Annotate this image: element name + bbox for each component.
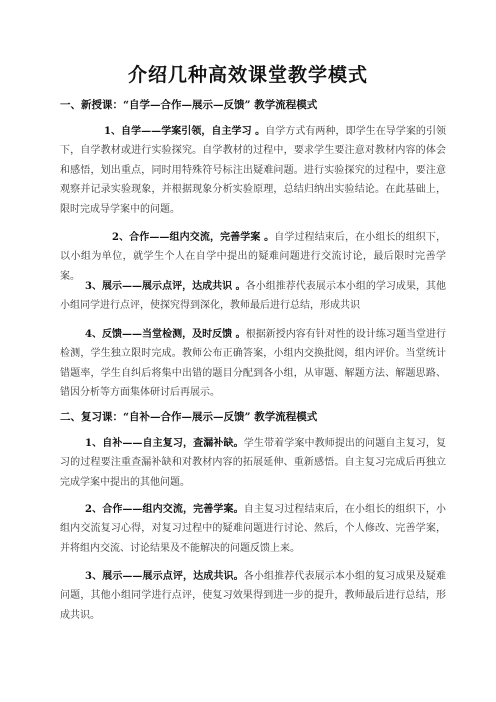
- page-title: 介绍几种高效课堂教学模式: [127, 64, 368, 86]
- section-2-item-1-text: 学生带着学案中教师提出的问题自主复习，复习的过程要注重查漏补缺和对教材内容的拓展延伸、重新感悟。自主复习完成后再独立完成学案中提出的其他问题。: [60, 438, 447, 488]
- section-2-item-3-lead: 3、展示——展示点评，达成共识。: [85, 571, 244, 582]
- section-1-item-1-lead: 1、自学——学案引领，自主学习 。: [104, 126, 266, 137]
- section-2-item-1: [60, 434, 446, 492]
- section-2-item-3-text: 各小组推荐代表展示本小组的复习成果及疑难问题，其他小组同学进行点评，使复习效果得到进一步的提升，教师最后进行总结，形成共识。: [60, 571, 447, 621]
- section-1-item-2-text: 自学过程结束后，在小组长的组织下，以小组为单位，就学生个人在自学中提出的疑难问题进行交流讨论，最后限时完善学案。: [60, 232, 446, 282]
- section-2-item-2-text: 自主复习过程结束后，在小组长的组织下，小组内交流复习心得，对复习过程中的疑难问题进行讨论、然后，个人修改、完善学案，并将组内交流、讨论结果及不能解决的问题反馈上来。: [60, 504, 447, 554]
- section-1-item-1-text: 自学方式有两种，即学生在导学案的引领下，自学教材或进行实验探究。自学教材的过程中，要求学生要注意对教材内容的体会和感悟，划出重点，同时用特殊符号标注出疑难问题。进行实验探究的过程中，要注意观察并记录实验现象，并根据现象分析实验原理，总结归纳出实验结论。在此基础上，限时完成导学案中的问题。: [60, 126, 446, 215]
- section-1-heading: 一、新授课：“自学—合作—展示—反馈” 教学流程模式: [60, 99, 318, 111]
- section-1-item-3-lead: 3、展示——展示点评，达成共识 。: [85, 281, 246, 292]
- section-1-item-2-lead: 2、合作——组内交流，完善学案 。: [112, 232, 275, 243]
- section-1-item-3: [60, 277, 446, 316]
- section-1-item-3-text: 各小组推荐代表展示本小组的学习成果，其他小组同学进行点评，使探究得到深化，教师最后进行总结，形成共识: [60, 281, 446, 312]
- section-2-heading: 二、复习课：“自补—合作—展示—反馈” 教学流程模式: [60, 411, 318, 423]
- section-1-item-1: [60, 122, 446, 219]
- section-2-item-2-lead: 2、合作——组内交流，完善学案。: [85, 504, 244, 515]
- section-2-item-2: [60, 500, 446, 558]
- section-1-item-4-lead: 4、反馈——当堂检测，及时反馈 。: [85, 329, 246, 340]
- section-2-item-1-lead: 1、自补——自主复习，查漏补缺。: [85, 438, 244, 449]
- section-1-item-4: [60, 325, 446, 403]
- section-1-item-4-text: 根据新授内容有针对性的设计练习题当堂进行检测，学生独立限时完成。教师公布正确答案，小组内交换批阅，组内评价。当堂统计错题率，学生自纠后将集中出错的题目分配到各小组，从审题、解题方法、解题思路、错因分析等方面集体研讨后再展示。: [60, 329, 446, 399]
- section-2-item-3: [60, 567, 446, 625]
